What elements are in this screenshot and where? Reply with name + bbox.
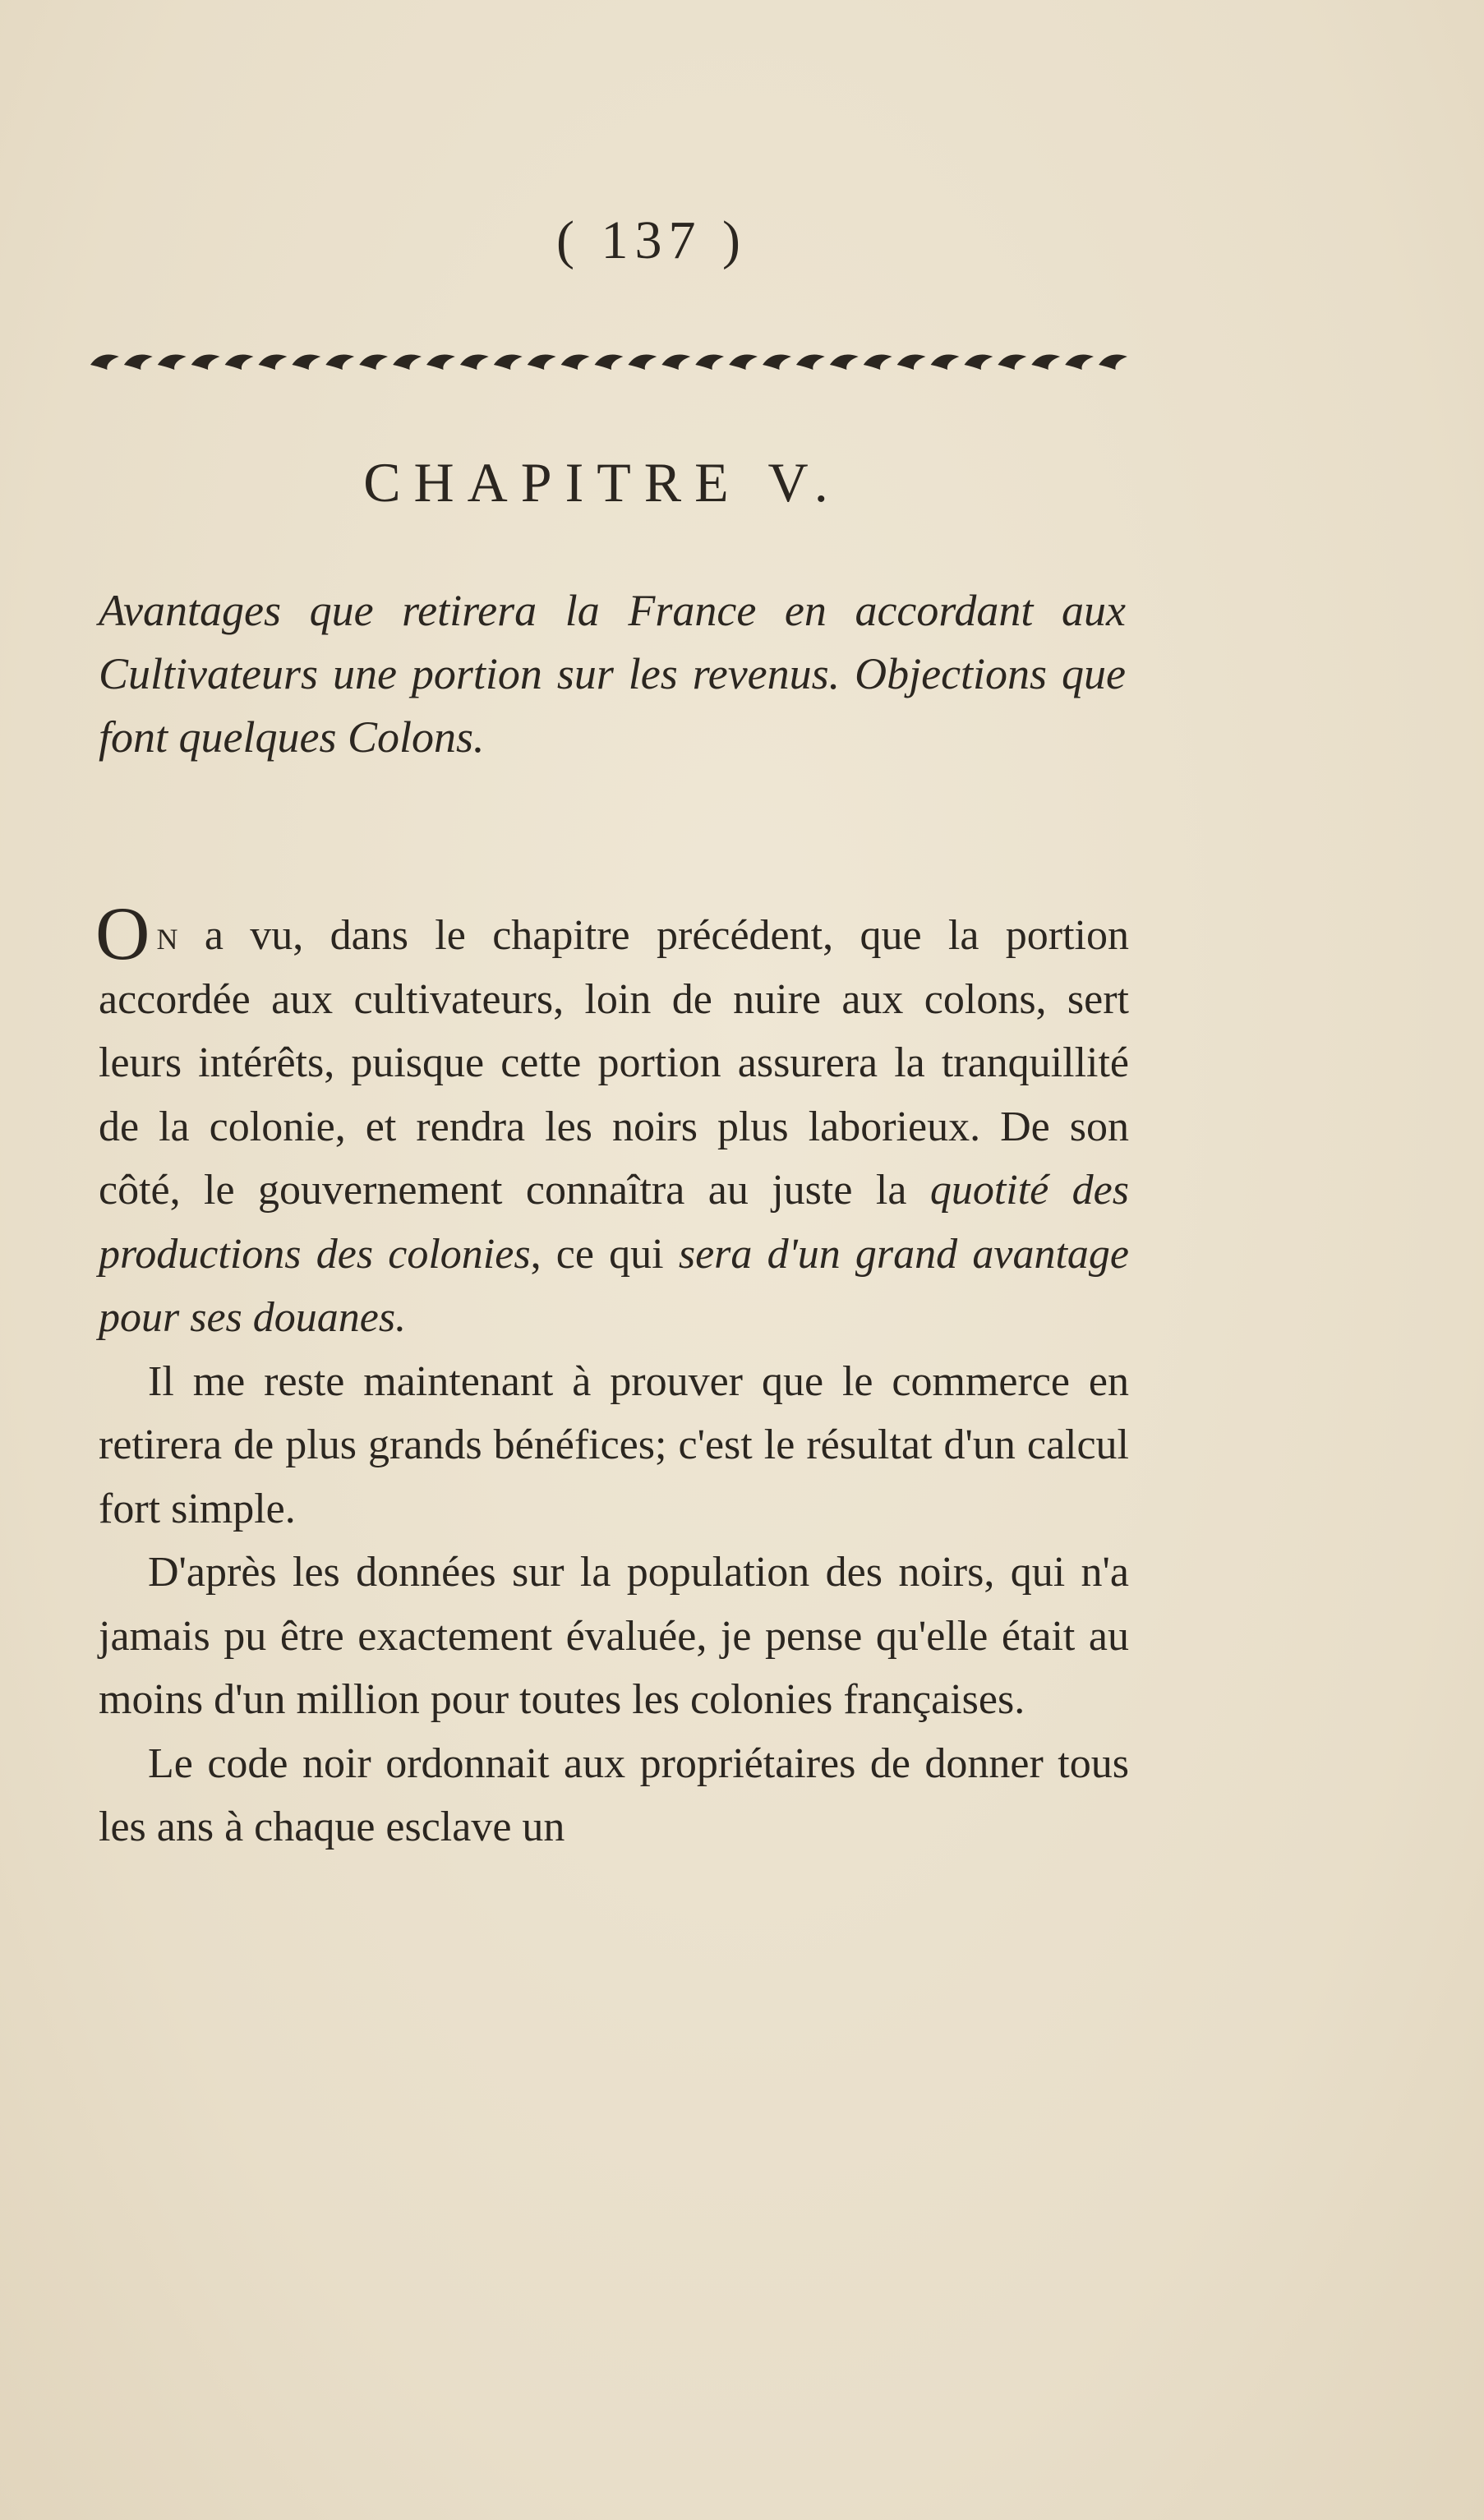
ornament-leaf [259, 355, 288, 370]
paragraph-1-opening: n [156, 912, 178, 959]
paragraph-1-mid: , ce qui [530, 1230, 679, 1278]
ornament-leaf [528, 355, 556, 370]
ornament-leaf [964, 355, 993, 370]
ornament-leaf [695, 355, 724, 370]
ornament-leaf [998, 355, 1026, 370]
paragraph-1-text: a vu, dans le chapitre précédent, que la portion accordée aux cultivateurs, loin de nuire aux colons, sert leurs intérêts, puisque cette portion assurera la tranquillité de la colonie, et rendra les noirs plus laborieux. De son côté, le gouvernement connaîtra au juste la [99, 912, 1129, 1214]
ornament-leaf [359, 355, 388, 370]
ornament-leaf [729, 355, 758, 370]
ornament-leaf [393, 355, 422, 370]
ornament-leaf [460, 355, 489, 370]
ornament-leaf [561, 355, 590, 370]
paragraph-1 [95, 891, 1129, 1350]
ornament-leaf [796, 355, 825, 370]
ornament-leaf [325, 355, 354, 370]
ornament-leaf [1065, 355, 1094, 370]
ornament-leaf [628, 355, 657, 370]
ornament-leaf [494, 355, 523, 370]
ornament-leaf [1099, 355, 1127, 370]
paragraph-2: Il me reste maintenant à prouver que le commerce en retirera de plus grands bénéfices; c'est le résultat d'un calcul fort simple. [99, 1357, 1129, 1532]
ornament-leaf [426, 355, 455, 370]
page-number: ( 137 ) [556, 210, 747, 270]
drop-cap: O [95, 891, 150, 975]
ornament-leaf [897, 355, 926, 370]
chapter-summary: Avantages que retirera la France en accordant aux Cultivateurs une portion sur les revenus. Objections que font quelques Colons. [99, 586, 1126, 762]
chapter-title: CHAPITRE V. [363, 451, 841, 514]
ornament-leaf [595, 355, 624, 370]
paragraph-3: D'après les données sur la population des noirs, qui n'a jamais pu être exactement évaluée, je pense qu'elle était au moins d'un million pour toutes les colonies françaises. [99, 1549, 1129, 1723]
ornamental-rule [89, 345, 1131, 375]
ornament-leaf [1031, 355, 1060, 370]
ornament-leaf [191, 355, 220, 370]
ornament-leaf [292, 355, 320, 370]
ornament-leaf [830, 355, 859, 370]
paragraph-1-italic-2: sera d'un grand avantage pour ses douanes. [99, 1230, 1129, 1341]
paragraph-4: Le code noir ordonnait aux propriétaires de donner tous les ans à chaque esclave un [99, 1739, 1129, 1850]
ornament-leaf [158, 355, 187, 370]
paragraph-1-italic-1: quotité des productions des colonies [99, 1167, 1129, 1278]
body-text [95, 891, 1129, 1859]
ornament-leaf [931, 355, 960, 370]
ornament-leaf [864, 355, 892, 370]
ornament-leaf [661, 355, 690, 370]
ornament-leaf [124, 355, 153, 370]
ornament-leaf [90, 355, 119, 370]
ornament-leaf [225, 355, 254, 370]
ornament-leaf [763, 355, 791, 370]
